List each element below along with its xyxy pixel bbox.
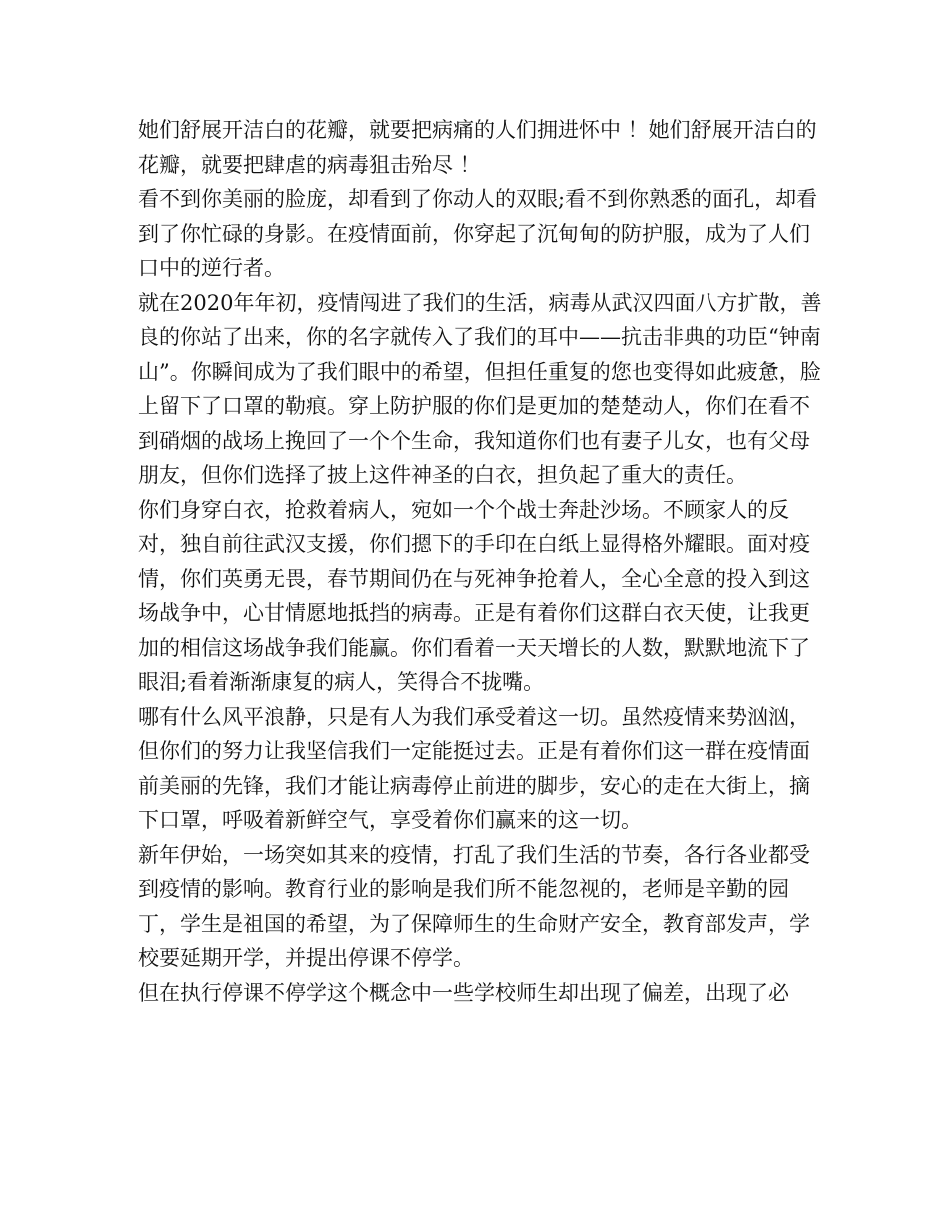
paragraph: 就在2020年年初，疫情闯进了我们的生活，病毒从武汉四面八方扩散，善良的你站了出来，你的名字就传入了我们的耳中——抗击非典的功臣“钟南山”。你瞬间成为了我们眼中的希望，但担任重复的您也变得如此疲惫，脸上留下了口罩的勒痕。穿上防护服的你们是更加的楚楚动人，你们在看不到硝烟的战场上挽回了一个个生命，我知道你们也有妻子儿女，也有父母朋友，但你们选择了披上这件神圣的白衣，担负起了重大的责任。 xyxy=(138,290,822,487)
paragraph: 你们身穿白衣，抢救着病人，宛如一个个战士奔赴沙场。不顾家人的反对，独自前往武汉支援，你们摁下的手印在白纸上显得格外耀眼。面对疫情，你们英勇无畏，春节期间仍在与死神争抢着人，全心全意的投入到这场战争中，心甘情愿地抵挡的病毒。正是有着你们这群白衣天使，让我更加的相信这场战争我们能赢。你们看着一天天增长的人数，默默地流下了眼泪;看着渐渐康复的病人，笑得合不拢嘴。 xyxy=(138,497,810,694)
document-body xyxy=(138,113,828,1010)
paragraph: 但在执行停课不停学这个概念中一些学校师生却出现了偏差，出现了必 xyxy=(138,980,789,1005)
paragraph: 哪有什么风平浪静，只是有人为我们承受着这一切。虽然疫情来势汹汹，但你们的努力让我坚信我们一定能挺过去。正是有着你们这一群在疫情面前美丽的先锋，我们才能让病毒停止前进的脚步，安心的走在大街上，摘下口罩，呼吸着新鲜空气，享受着你们赢来的这一切。 xyxy=(138,704,810,832)
paragraph: 看不到你美丽的脸庞，却看到了你动人的双眼;看不到你熟悉的面孔，却看到了你忙碌的身影。在疫情面前，你穿起了沉甸甸的防护服，成为了人们口中的逆行者。 xyxy=(138,187,818,280)
paragraph: 新年伊始，一场突如其来的疫情，打乱了我们生活的节奏，各行各业都受到疫情的影响。教育行业的影响是我们所不能忽视的，老师是辛勤的园丁，学生是祖国的希望，为了保障师生的生命财产安全，教育部发声，学校要延期开学，并提出停课不停学。 xyxy=(138,842,810,970)
paragraph: 她们舒展开洁白的花瓣，就要把病痛的人们拥进怀中 ！她们舒展开洁白的花瓣，就要把肆虐的病毒狙击殆尽 ！ xyxy=(138,118,817,177)
